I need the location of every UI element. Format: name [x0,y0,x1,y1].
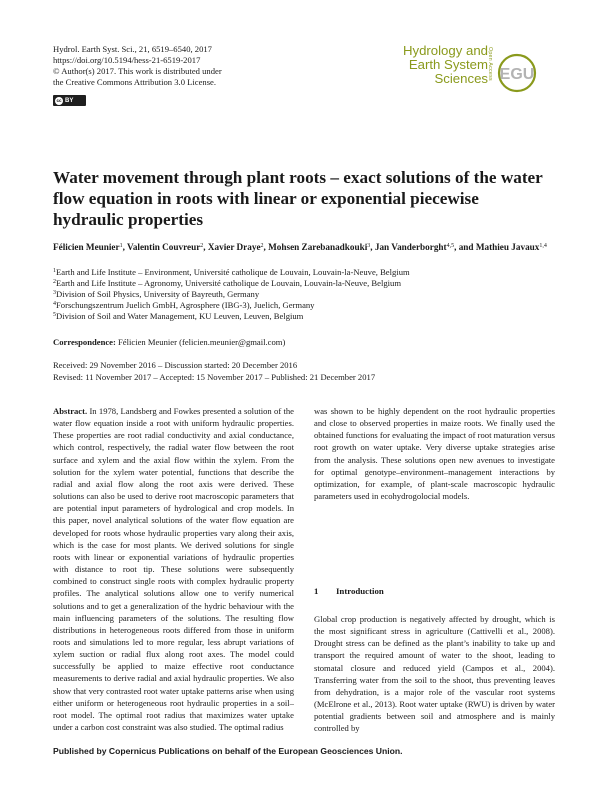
section-heading [314,586,384,596]
received-dates: Received: 29 November 2016 – Discussion started: 20 December 2016 [53,360,298,370]
article-title: Water movement through plant roots – exact solutions of the water flow equation in roots with linear or exponential piecewise hydraulic properties [53,168,543,229]
license-line: the Creative Commons Attribution 3.0 License. [53,77,217,87]
open-access-label: Open Access [487,47,493,81]
publication-dates [53,359,375,383]
affiliation: $^3$Division of Soil Physics, University of Bayreuth, Germany [53,289,260,300]
abstract-right-column [314,405,555,555]
affiliation: $^2$Earth and Life Institute – Agronomy, Université catholique de Louvain, Louvain-la-Neuve, Belgium [53,278,402,289]
introduction-text: Global crop production is negatively affected by drought, which is the most significant stress in agriculture (Cattivelli et al., 2008). Drought stress can be defined as the plant’s inability to take up and transport the required amount of water to the shoot, leading to stomatal closure and reduced yield (Campos et al., 2004). Transferring water from the soil to the shoot, thus preventing leaves from dehydration, is a major role of the vascular root systems (McElrone et al., 2013). Root water uptake (RWU) is driven by water potential gradients between soil and atmosphere and is mainly controlled by [314,614,555,734]
revised-dates: Revised: 11 November 2017 – Accepted: 15 November 2017 – Published: 21 December 2017 [53,372,376,382]
affiliation-list [53,267,553,322]
abstract-continuation: was shown to be highly dependent on the root hydraulic properties and close to observed properties in maize roots. We finally used the obtained functions for evaluating the impact of root maturation versus root growth on water uptake. Very diverse uptake strategies arise from the analysis. These solutions open new avenues to investigate for optimal genotype–environment–management interactions by optimization, for example, of plant-scale macroscopic hydraulic parameters used in ecohydrogolocial models. [314,406,555,502]
publisher-footer: Published by Copernicus Publications on behalf of the European Geosciences Union. [53,746,403,756]
journal-name-line: Hydrology and [402,43,488,58]
affiliation: $^4$Forschungszentrum Juelich GmbH, Agrosphere (IBG-3), Juelich, Germany [53,300,315,311]
abstract-left-column [53,405,294,735]
correspondence [53,337,285,347]
cc-icon: cc [56,98,62,103]
author[interactable]: Mathieu Javaux$^{1,4}$ [475,242,547,252]
egu-logo-icon [496,52,540,94]
journal-name-line: Sciences [434,71,488,87]
journal-name [392,44,488,87]
correspondence-email[interactable]: Félicien Meunier (felicien.meunier@gmail.com) [115,337,286,347]
svg-text:EGU: EGU [499,66,535,83]
author-list: Félicien Meunier$^1$, Valentin Couvreur$^2$, Xavier Draye$^2$, Mohsen Zarebanadkouki$^3$, Jan Vanderborght$^{4,5}$, and Mathieu Javaux$^{1,4}$ [53,242,547,252]
cc-by-label: BY [65,97,74,104]
copyright-line: © Author(s) 2017. This work is distributed under [53,66,222,76]
article-metadata [53,44,293,88]
section-title: Introduction [336,586,384,596]
author[interactable]: Xavier Draye$^2$ [207,242,264,252]
author[interactable]: Valentin Couvreur$^2$ [127,242,204,252]
section-number: 1 [314,586,319,596]
author[interactable]: Mohsen Zarebanadkouki$^3$ [268,242,371,252]
journal-name-line: Earth System [408,57,488,73]
doi-link[interactable]: https://doi.org/10.5194/hess-21-6519-2017 [53,55,201,65]
correspondence-label: Correspondence: [53,337,116,347]
affiliation: $^1$Earth and Life Institute – Environment, Université catholique de Louvain, Louvain-la-Neuve, Belgium [53,267,410,277]
citation: Hydrol. Earth Syst. Sci., 21, 6519–6540, 2017 [53,44,212,54]
affiliation: $^5$Division of Soil and Water Management, KU Leuven, Leuven, Belgium [53,311,304,322]
author[interactable]: Félicien Meunier$^1$ [53,242,123,252]
author[interactable]: Jan Vanderborght$^{4,5}$ [374,242,455,252]
abstract-text: In 1978, Landsberg and Fowkes presented a solution of the water flow equation inside a root with uniform hydraulic properties. These properties are root radial conductivity and axial conductance, which control, respectively, the radial water flow between the root surface and xylem and the axial flow within the xylem. From the solution for the xylem water potential, functions that describe the radial and axial flow along the root axis were derived. These solutions can also be used to derive root macroscopic parameters that are potential input parameters of hydrological and crop models. In this paper, novel analytical solutions of the water flow equation are developed for roots whose hydraulic properties vary along their axis, which is the case for most plants. We derived solutions for single roots with linear or exponential variations of hydraulic properties with distance to root tip. These solutions were subsequently combined to construct single roots with complex hydraulic property profiles. The analytical solutions allow one to verify numerical solutions and to get a generalization of the hydric behaviour with the main influencing parameters of the solutions. The resulting flow distributions in heterogeneous roots differed from those in uniform roots and simulations led to more regular, less abrupt variations of xylem suction or radial flux along root axes. The model could successfully be applied to maize effective root conductance measurements to derive radial and axial hydraulic properties. We also show that very contrasted root water uptake patterns arise when using either uniform or heterogeneous root hydraulic properties in a soil–root model. The optimal root radius that maximizes water uptake under a carbon cost constraint was also studied. The optimal radius [53,406,294,733]
abstract-label: Abstract. [53,406,88,416]
cc-by-license-badge[interactable] [53,95,86,106]
